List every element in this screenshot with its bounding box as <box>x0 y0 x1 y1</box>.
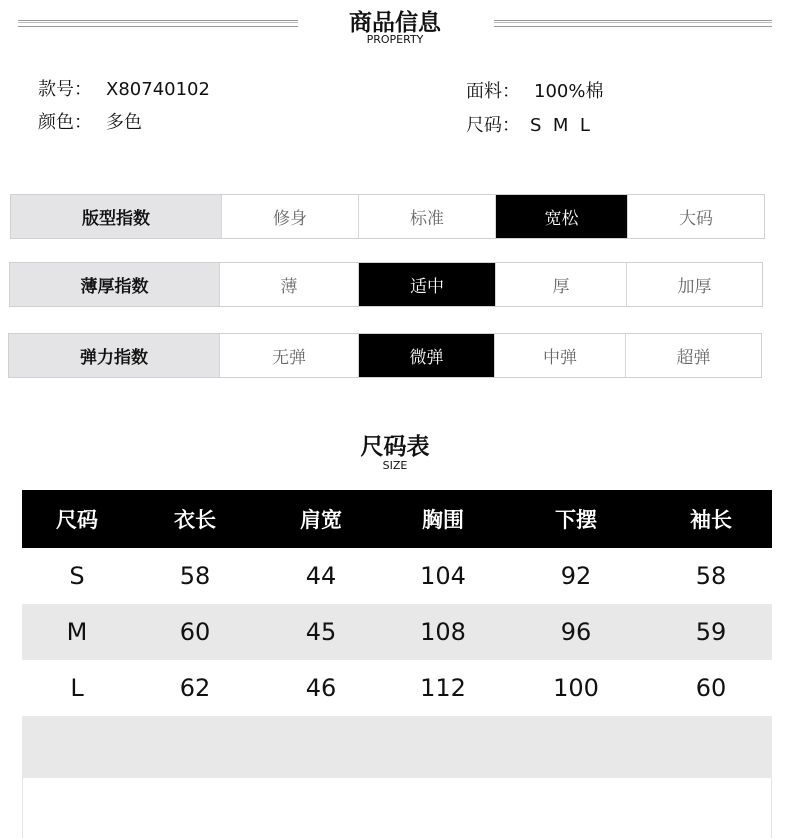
cell-sleeve: 58 <box>695 562 727 590</box>
header-size: 尺码 <box>56 508 98 532</box>
thickness-option-medium: 适中 <box>358 263 495 306</box>
cell-size: L <box>70 674 84 702</box>
style-number-value: X80740102 <box>106 79 210 100</box>
size-table <box>22 490 772 838</box>
fit-option-loose: 宽松 <box>495 195 627 238</box>
table-row <box>22 660 772 716</box>
table-row <box>22 604 772 660</box>
color-line <box>38 108 142 134</box>
header-sleeve: 袖长 <box>690 508 732 532</box>
fit-index-row <box>10 194 765 239</box>
thickness-index-row <box>9 262 763 307</box>
cell-hem: 92 <box>560 562 592 590</box>
cell-size: S <box>69 562 85 590</box>
stretch-option-slight: 微弹 <box>358 334 494 377</box>
thickness-option-thick: 厚 <box>495 263 626 306</box>
cell-shoulder: 46 <box>305 674 337 702</box>
cell-hem: 100 <box>553 674 599 702</box>
thickness-index-label: 薄厚指数 <box>10 263 219 306</box>
table-row <box>22 548 772 604</box>
stretch-index-label: 弹力指数 <box>9 334 219 377</box>
cell-chest: 108 <box>420 618 466 646</box>
fabric-label: 面料： <box>466 81 520 102</box>
fit-option-standard: 标准 <box>358 195 495 238</box>
header-chest: 胸围 <box>422 508 464 532</box>
size-table-header <box>22 490 772 548</box>
cell-shoulder: 45 <box>305 618 337 646</box>
cell-chest: 104 <box>420 562 466 590</box>
table-row-empty <box>22 716 772 778</box>
header-shoulder: 肩宽 <box>300 508 342 532</box>
size-line <box>466 111 590 137</box>
stretch-option-high: 超弹 <box>625 334 761 377</box>
header-length: 衣长 <box>174 508 216 532</box>
cell-sleeve: 59 <box>695 618 727 646</box>
cell-length: 62 <box>179 674 211 702</box>
color-label: 颜色： <box>38 112 92 133</box>
cell-sleeve: 60 <box>695 674 727 702</box>
cell-hem: 96 <box>560 618 592 646</box>
fabric-value: 100%棉 <box>534 81 604 102</box>
size-chart-subtitle: SIZE <box>382 459 408 472</box>
style-number-label: 款号： <box>38 79 92 100</box>
stretch-option-none: 无弹 <box>219 334 358 377</box>
cell-length: 60 <box>179 618 211 646</box>
cell-size: M <box>66 618 88 646</box>
size-label: 尺码： <box>466 115 520 136</box>
property-subtitle: PROPERTY <box>366 33 424 46</box>
fit-option-slim: 修身 <box>221 195 358 238</box>
cell-chest: 112 <box>420 674 466 702</box>
table-row-empty <box>22 778 772 838</box>
size-value: S M L <box>530 115 590 136</box>
fit-index-label: 版型指数 <box>11 195 221 238</box>
fit-option-plus: 大码 <box>627 195 764 238</box>
style-number-line <box>38 75 210 101</box>
stretch-option-medium: 中弹 <box>494 334 625 377</box>
property-title: 商品信息 <box>349 10 441 36</box>
header-hem: 下摆 <box>555 508 597 532</box>
fabric-line <box>466 77 603 103</box>
cell-length: 58 <box>179 562 211 590</box>
stretch-index-row <box>8 333 762 378</box>
thickness-option-extra-thick: 加厚 <box>626 263 762 306</box>
color-value: 多色 <box>106 112 142 133</box>
size-chart-title: 尺码表 <box>360 434 430 460</box>
cell-shoulder: 44 <box>305 562 337 590</box>
thickness-option-thin: 薄 <box>219 263 358 306</box>
